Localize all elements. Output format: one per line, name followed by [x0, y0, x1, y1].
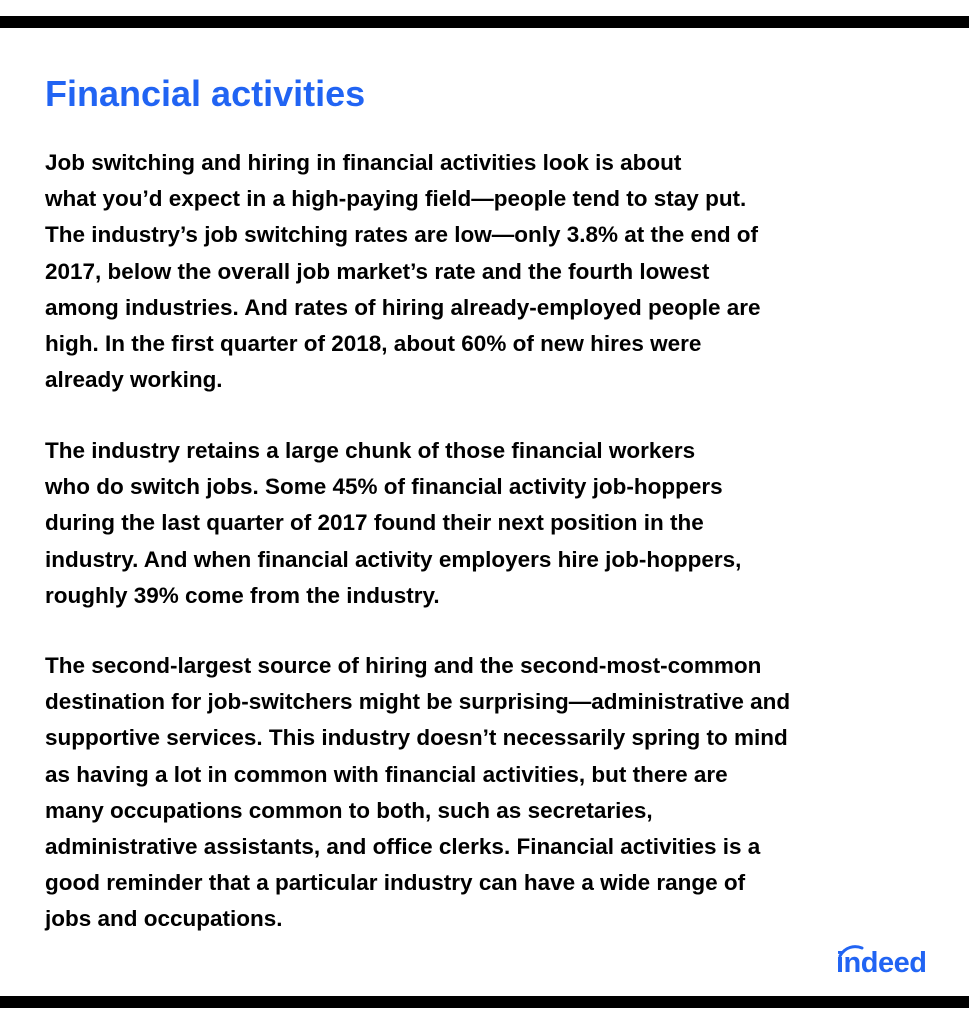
paragraph-line: administrative assistants, and office clerks. Financial activities is a — [45, 834, 761, 860]
paragraph-line: already working. — [45, 367, 223, 393]
logo-wordmark: indeed — [836, 947, 927, 979]
paragraph-line: Job switching and hiring in financial activities look is about — [45, 150, 682, 175]
paragraph-line: The industry retains a large chunk of those financial workers — [45, 438, 696, 463]
paragraph-line: as having a lot in common with financial activities, but there are — [45, 761, 728, 787]
indeed-logo — [836, 944, 944, 984]
paragraph-line: during the last quarter of 2017 found their next position in the — [45, 510, 704, 536]
top-border-bar — [0, 16, 969, 28]
paragraph-1 — [45, 145, 925, 398]
page-title: Financial activities — [45, 73, 366, 114]
paragraph-line: what you’d expect in a high-paying field—people tend to stay put. — [45, 186, 747, 212]
paragraph-line: good reminder that a particular industry can have a wide range of — [45, 870, 746, 896]
paragraph-line: high. In the first quarter of 2018, about 60% of new hires were — [45, 331, 702, 357]
paragraph-line: The industry’s job switching rates are low—only 3.8% at the end of — [45, 222, 759, 248]
paragraph-line: many occupations common to both, such as secretaries, — [45, 797, 653, 823]
paragraph-3 — [45, 648, 925, 938]
paragraph-line: roughly 39% come from the industry. — [45, 582, 440, 608]
paragraph-line: industry. And when financial activity employers hire job-hoppers, — [45, 546, 742, 572]
paragraph-2 — [45, 433, 925, 614]
paragraph-line: supportive services. This industry doesn’t necessarily spring to mind — [45, 725, 788, 751]
paragraph-line: among industries. And rates of hiring already-employed people are — [45, 294, 761, 320]
paragraph-line: destination for job-switchers might be surprising—administrative and — [45, 689, 791, 715]
paragraph-line: who do switch jobs. Some 45% of financial activity job-hoppers — [45, 474, 723, 500]
paragraph-line: 2017, below the overall job market’s rate and the fourth lowest — [45, 258, 710, 284]
paragraph-line: jobs and occupations. — [45, 906, 283, 932]
bottom-border-bar — [0, 996, 969, 1008]
paragraph-line: The second-largest source of hiring and the second-most-common — [45, 653, 762, 678]
